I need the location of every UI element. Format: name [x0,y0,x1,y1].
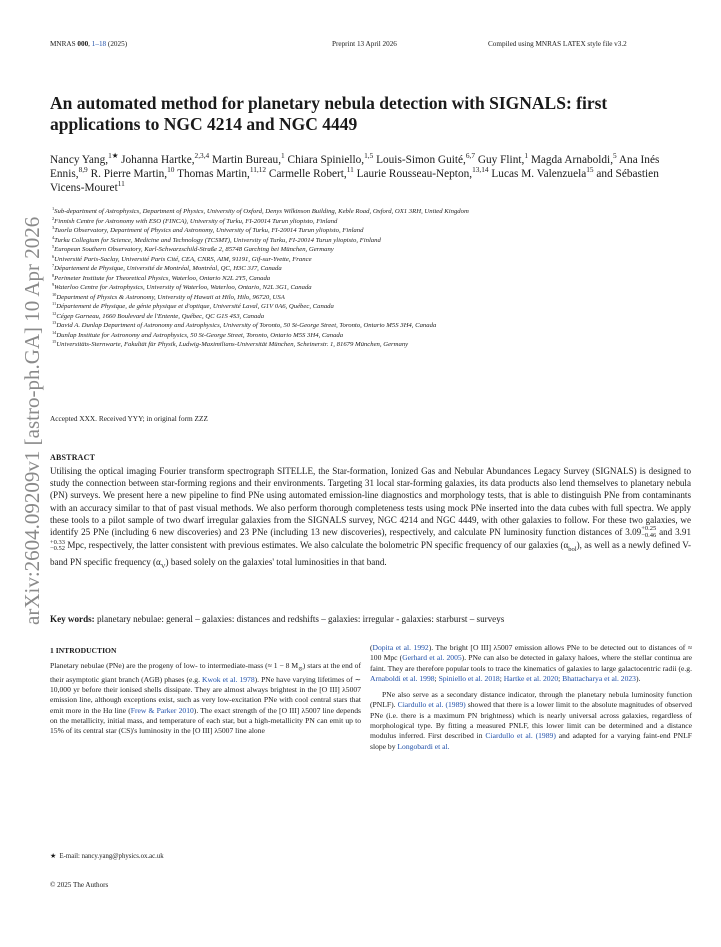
pages-link[interactable]: 1–18 [91,40,107,48]
running-header-preprint: Preprint 13 April 2026 [332,40,397,48]
affiliation-number: 15 [52,338,57,344]
affiliation-number: 6 [52,253,55,259]
affiliation-item [52,331,702,341]
affiliation-text: Dunlap Institute for Astronomy and Astrophysics, 50 St-George Street, Toronto, Ontario M5S 3H4, Canada [56,331,344,339]
cite-ciardullo-1[interactable]: Ciardullo et al. (1989) [397,700,466,710]
affiliation-item [52,207,702,217]
affiliation-text: Département de Physique, de génie physique et d'optique, Université Laval, G1V 0A6, Québec, Canada [56,303,334,310]
author-name: Johanna Hartke, [121,154,195,166]
affiliation-text: Department of Physics & Astronomy, University of Hawaii at Hilo, Hilo, 96720, USA [56,293,285,301]
distance-2: 3.91 +0.33 −0.52 [50,527,692,553]
cite-longobardi[interactable]: Longobardi et al. [397,741,450,751]
affiliation-text: Waterloo Centre for Astrophysics, University of Waterloo, Waterloo, Ontario, N2L 3G1, Canada [54,284,312,291]
author-affiliation-marker: 10 [167,165,175,175]
affiliation-number: 13 [52,319,57,325]
affiliation-text: Tuorla Observatory, Department of Physics and Astronomy, University of Turku, FI-20014 Turun yliopisto, Finland [54,227,364,234]
author-affiliation-marker: 15 [586,165,594,175]
cite-bhattacharya[interactable]: Bhattacharya et al. 2023 [562,673,636,683]
arxiv-identifier-sidebar[interactable]: arXiv:2604.09209v1 [astro-ph.GA] 10 Apr 2026 [20,216,44,625]
affiliation-number: 10 [52,291,57,297]
paper-title: An automated method for planetary nebula detection with SIGNALS: first applications to NGC 4214 and NGC 4449 [50,93,608,134]
affiliation-text: Cégep Garneau, 1660 Boulevard de l'Entente, Québec, QC G1S 4S3, Canada [56,312,265,320]
affiliation-list [52,207,702,350]
author-affiliation-marker: 11 [117,179,125,189]
affiliation-text: Universitäts-Sternwarte, Fakultät für Physik, Ludwig-Maximilians-Universität München, Scheinerstr. 1, 81679 München, Germany [56,341,409,348]
author-name: Carmelle Robert, [268,168,347,180]
affiliation-item [52,255,702,265]
cite-arnaboldi[interactable]: Arnaboldi et al. 1998 [370,673,435,683]
author-affiliation-marker: 1,5 [364,151,374,161]
author-name: Nancy Yang, [50,154,109,166]
affiliation-item [52,236,702,246]
author-affiliation-marker: 1★ [108,151,119,161]
cite-hartke[interactable]: Hartke et al. 2020 [503,673,559,683]
cite-frew[interactable]: Frew & Parker 2010 [130,705,194,715]
copyright-line: © 2025 The Authors [50,881,109,889]
distance-1: 3.09 +0.25 −0.46 [625,525,657,539]
author-affiliation-marker: 1 [524,151,528,161]
author-affiliation-marker: 2,3,4 [194,151,210,161]
affiliation-text: European Southern Observatory, Karl-Schwarzschild-Straße 2, 85748 Garching bei München, Germany [54,246,334,253]
cite-spiniello[interactable]: Spiniello et al. 2018 [438,673,500,683]
abstract-body: Utilising the optical imaging Fourier transform spectrograph SITELLE, the Star-formation, Ionized Gas and Nebular Abundances Legacy Survey (SIGNALS) is designed to study the connection between star-forming regions and their environments. Targeting 31 local star-forming galaxies, its data products also lend themselves to planetary nebula (PN) surveys. We present here a new pipeline to find PNe using automated emission-line diagnostics and morphology tests, that is able to distinguish PNe from contaminants with an accuracy similar to that of past visual methods. We also perform thorough completeness tests using mock PNe inserted into the data cubes with full spectra. We apply these tools to a pilot sample of two dwarf irregular galaxies from the SIGNALS survey, NGC 4214 and NGC 4449, with other galaxies to follow. For these two galaxies, we identify 25 PNe (including 6 new discoveries) and 23 PNe (including 13 new discoveries), respectively, and calculate PN luminosity function distances of 3.09 +0.25 −0.46 and 3.91 +0.33 −0.52 Mpc, respectively, the latter consistent with previous estimates. We also calculate the bolometric PN specific frequency of our galaxies $(\alpha_{bol})$, as well as a newly defined V-band PN specific frequency $(\alpha_V)$ based solely on the galaxies' total luminosities in that band. [50,466,692,571]
affiliation-item [52,302,702,312]
affiliation-number: 1 [52,205,55,211]
author-name: Martin Bureau, [212,154,282,166]
author-name: Louis-Simon Guité, [376,154,466,166]
keywords-text: planetary nebulae: general – galaxies: distances and redshifts – galaxies: irregular - galaxies: starburst – surveys [97,614,505,624]
running-header-compiled: Compiled using MNRAS LATEX style file v3.2 [488,40,627,48]
intro-left-column: Planetary nebulae (PNe) are the progeny of low- to intermediate-mass (≈ 1 − 8 $M_⊙$) stars at the end of their asymptotic giant branch (AGB) phases (e.g. Kwok et al. 1978). PNe have varying lifetimes of ∼ 10,000 yr before their ionised shells dissipate. They are almost always brightest in the [O III] λ5007 emission line, although exceptions exist, such as very low-excitation PNe with cool central stars that emit more in the Hα line (Frew & Parker 2010). The exact strength of the [O III] λ5007 line depends on the metallicity, initial mass, and temperature of each star, but a high-metallicity PN can emit up to 15% of its central star (CS)'s luminosity in the [O III] λ5007 line alone [50,661,362,736]
affiliation-item [52,217,702,227]
author-affiliation-marker: 6,7 [465,151,476,161]
affiliation-item [52,340,702,350]
abstract-heading: ABSTRACT [50,453,96,462]
affiliation-text: Turku Collegium for Science, Medicine and Technology (TCSMT), University of Turku, FI-20014 Turun yliopisto, Finland [54,236,381,244]
keywords-label: Key words: [50,614,95,624]
author-name: Chiara Spiniello, [287,154,365,166]
section-heading-introduction: 1 INTRODUCTION [50,646,117,655]
affiliation-text: David A. Dunlap Department of Astronomy and Astrophysics, University of Toronto, 50 St-George Street, Toronto, Ontario M5S 3H4, Canada [56,322,437,329]
affiliation-number: 14 [52,329,57,335]
keywords [50,614,691,624]
affiliation-text: Université Paris-Saclay, Université Paris Cité, CEA, CNRS, AIM, 91191, Gif-sur-Yvette, France [54,255,312,263]
cite-dopita[interactable]: Dopita et al. 1992 [372,643,429,652]
affiliation-number: 3 [52,224,55,230]
author-name: R. Pierre Martin, [90,168,168,180]
affiliation-number: 9 [52,281,55,287]
affiliation-number: 2 [52,215,55,221]
affiliation-number: 7 [52,262,55,268]
affiliation-number: 11 [52,300,57,306]
author-affiliation-marker: 13,14 [472,165,489,175]
affiliation-item [52,264,702,274]
author-name: and Sébastien Vicens-Mouret [50,168,659,194]
affiliation-text: Sub-department of Astrophysics, Department of Physics, University of Oxford, Denys Wilkinson Building, Keble Road, Oxford, OX1 3RH, United Kingdom [54,208,469,215]
affiliation-number: 4 [52,234,55,240]
intro-right-column: (Dopita et al. 1992). The bright [O III] λ5007 emission allows PNe to be detected out to distances of ≈ 100 Mpc (Gerhard et al. 2005). PNe can also be detected in galaxy haloes, where the stellar continua are faint. They are therefore popular tools to trace the kinematics of galaxies to large galactocentric radii (e.g. Arnaboldi et al. 1998; Spiniello et al. 2018; Hartke et al. 2020; Bhattacharya et al. 2023). PNe also serve as a secondary distance indicator, through the planetary nebula luminosity function (PNLF). Ciardullo et al. (1989) showed that there is a lower limit to the absolute magnitudes of observed PNe (i.e. there is a maximum PN brightness) which is nearly universal across galaxies, regardless of morphological type. By fitting a measured PNLF, this lower limit can be determined and a distance modulus inferred. First described in Ciardullo et al. (1989) and adapted for a varying faint-end PNLF slope by Longobardi et al. [370,643,692,751]
accepted-line: Accepted XXX. Received YYY; in original form ZZZ [50,414,208,423]
affiliation-text: Perimeter Institute for Theoretical Physics, Waterloo, Ontario N2L 2Y5, Canada [54,274,271,282]
affiliation-item [52,283,702,293]
cite-ciardullo-2[interactable]: Ciardullo et al. (1989) [485,731,556,741]
affiliation-item [52,312,702,322]
star-footnote-marker: ★ [50,853,57,860]
author-affiliation-marker: 8,9 [78,165,88,175]
author-affiliation-marker: 11,12 [249,165,267,175]
affiliation-item [52,321,702,331]
affiliation-number: 12 [52,310,57,316]
affiliation-item [52,274,702,284]
corresponding-author-footnote: ★ E-mail: nancy.yang@physics.ox.ac.uk [50,853,164,860]
author-name: Laurie Rousseau-Nepton, [356,168,473,180]
running-header-journal: MNRAS 000, 1–18 (2025) [50,40,128,48]
author-name: Lucas M. Valenzuela [491,168,587,180]
author-affiliation-marker: 5 [613,151,617,161]
cite-gerhard[interactable]: Gerhard et al. 2005 [402,653,462,663]
affiliation-number: 5 [52,243,55,249]
affiliation-text: Finnish Centre for Astronomy with ESO (FINCA), University of Turku, FI-20014 Turun yliopisto, Finland [54,217,338,225]
affiliation-item [52,245,702,255]
author-name: Ana Inés Ennis, [50,154,660,180]
cite-kwok[interactable]: Kwok et al. 1978 [202,674,255,684]
author-name: Guy Flint, [477,154,525,166]
author-affiliation-marker: 11 [346,165,354,175]
author-affiliation-marker: 1 [281,151,285,161]
author-list [50,153,690,195]
author-name: Magda Arnaboldi, [530,154,614,166]
affiliation-number: 8 [52,272,55,278]
author-name: Thomas Martin, [177,168,250,180]
affiliation-item [52,226,702,236]
affiliation-item [52,293,702,303]
affiliation-text: Département de Physique, Université de Montréal, Montréal, QC, H3C 3J7, Canada [54,265,282,272]
